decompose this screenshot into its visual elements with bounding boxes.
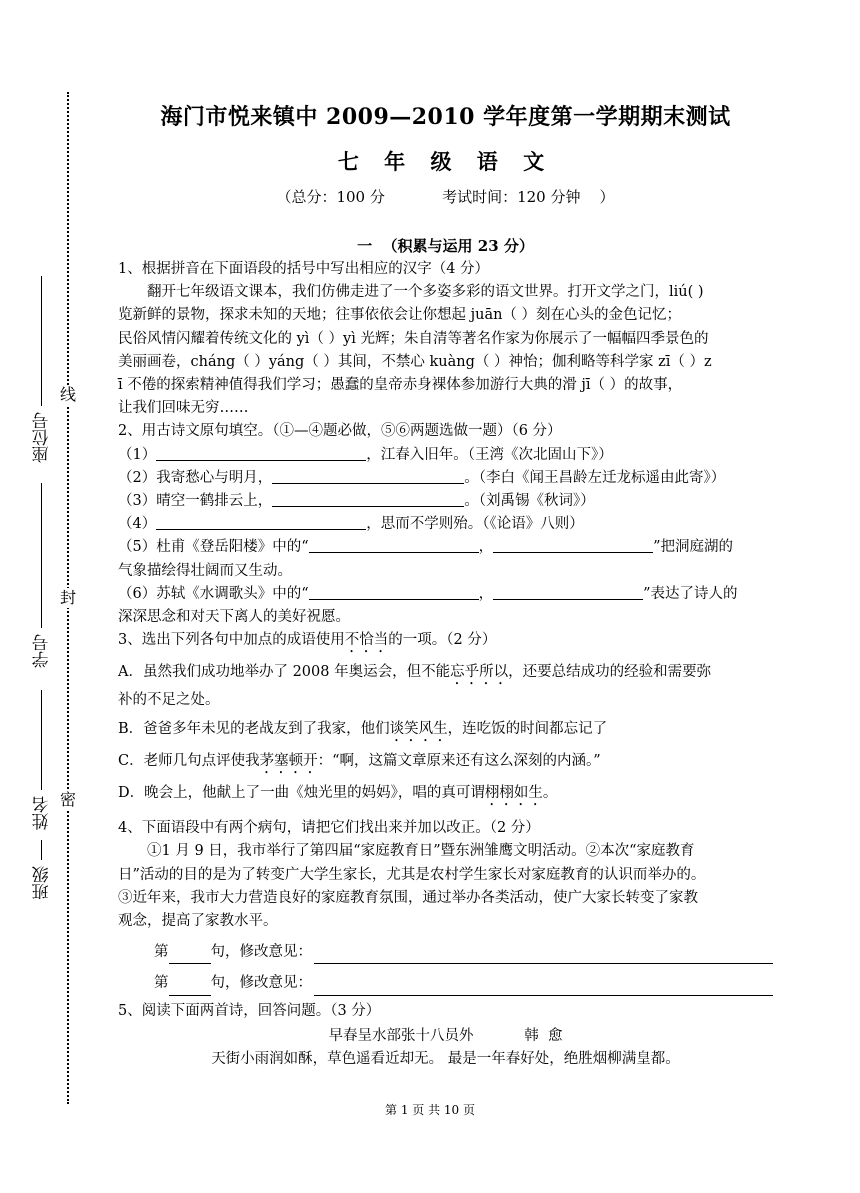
- q2-item-1-blank[interactable]: [156, 445, 366, 461]
- poem-title: 早春呈水部张十八员外 韩 愈: [328, 1027, 563, 1044]
- q2-item-1-pre: （1）: [118, 446, 157, 463]
- q4-line: ③近年来，我市大力营造良好的家庭教育氛围，通过举办各类活动，使广大家长转变了家教: [118, 889, 698, 906]
- q2-heading: 2、用古诗文原句填空。（①—④题必做，⑤⑥两题选做一题）（6 分）: [118, 423, 562, 440]
- q1-heading: 1、根据拼音在下面语段的括号中写出相应的汉字（4 分）: [118, 261, 490, 277]
- student-id-label: 学号: [32, 634, 53, 668]
- q2-item-2-post: 。（李白《闻王昌龄左迁龙标遥由此寄》）: [464, 469, 726, 486]
- q2-item-6-post: ”表达了诗人的: [643, 585, 738, 602]
- name-label: 姓名: [32, 796, 53, 830]
- poem-line: 天街小雨润如酥，草色遥看近却无。 最是一年春好处，绝胜烟柳满皇都。: [211, 1051, 680, 1068]
- q4-line: 观念，提高了家教水平。: [118, 913, 278, 930]
- q3-option-c[interactable]: [118, 749, 773, 777]
- q3-option-c-idiom: 茅塞顿开: [259, 753, 318, 770]
- q2-item-4-post: ，思而不学则殆。（《论语》八则）: [366, 516, 584, 533]
- q2-item-5-mid: ，: [478, 539, 494, 556]
- q3-option-a-idiom: 忘乎所以: [450, 664, 509, 681]
- q2-item-5-cont: 气象描绘得壮阔而又生动。: [118, 562, 292, 579]
- q1-line: 览新鲜的景物，探求未知的天地；往事依依会让你想起 juān（ ）刻在心头的金色记忆；: [118, 307, 682, 324]
- q3-heading: [118, 629, 773, 656]
- seat-number-field: [30, 258, 54, 463]
- q4-sentence-number-blank[interactable]: [169, 948, 211, 964]
- exam-title: 海门市悦来镇中 2009—2010 学年度第一学期期末测试: [160, 104, 731, 130]
- name-field: [30, 680, 54, 830]
- seat-number-line[interactable]: [42, 276, 43, 406]
- q4-answer-label: 句，修改意见：: [210, 975, 312, 992]
- q4-heading: 4、下面语段中有两个病句，请把它们找出来并加以改正。（2 分）: [118, 820, 540, 837]
- q4-sentence-number-blank[interactable]: [169, 980, 211, 996]
- q3-option-b[interactable]: [118, 717, 773, 745]
- q1-line: 翻开七年级语文课本，我们仿佛走进了一个多姿多彩的语文世界。打开文学之门，liú( ): [147, 284, 704, 301]
- q2-item-2-blank[interactable]: [272, 468, 464, 484]
- q3-option-a-rest: ，还要总结成功的经验和需要弥: [508, 664, 712, 681]
- q4-answer-prefix: 第: [154, 975, 169, 992]
- q4-answer-label: 句，修改意见：: [210, 944, 312, 961]
- q2-item-2-pre: （2）我寄愁心与明月，: [118, 469, 273, 486]
- q5-heading: 5、阅读下面两首诗，回答问题。（3 分）: [118, 1002, 381, 1019]
- q3-option-d[interactable]: [118, 781, 773, 809]
- q3-option-b-idiom: 谈笑风生: [389, 721, 448, 738]
- student-id-field: [30, 478, 54, 668]
- q4-answer-row-2: [154, 972, 773, 995]
- section-heading: 一 （积累与运用 23 分）: [357, 237, 534, 255]
- q2-item-4-pre: （4）: [118, 516, 157, 533]
- q2-item-5: [118, 536, 773, 559]
- q1-line: 民俗风情闪耀着传统文化的 yì（ ）yì 光辉；朱自清等著名作家为你展示了一幅幅四季景色的: [118, 330, 709, 347]
- q2-item-3-blank[interactable]: [272, 491, 464, 507]
- q2-item-3: [118, 490, 773, 513]
- q3-option-a[interactable]: [118, 660, 773, 713]
- q3-option-d-idiom: 栩栩如生: [484, 785, 543, 802]
- q3-option-c-text: C．老师几句点评使我: [118, 753, 260, 770]
- q4-revision-blank[interactable]: [314, 949, 773, 964]
- seat-number-label: 座位号: [32, 412, 53, 463]
- exam-subtitle: 七 年 级 语 文: [337, 149, 554, 174]
- q3-option-d-rest: 。: [542, 785, 558, 802]
- q2-item-6-cont: 深深思念和对天下离人的美好祝愿。: [118, 609, 350, 626]
- binding-char-xian: 线: [59, 385, 76, 404]
- q2-item-5-blank-a[interactable]: [309, 537, 479, 553]
- q4-line: 日”活动的目的是为了转变广大学生家长，尤其是农村学生家长对家庭教育的认识而举办的。: [118, 866, 706, 883]
- binding-char-mi: 密: [59, 790, 76, 809]
- q3-option-a-text: A．虽然我们成功地举办了 2008 年奥运会，但不能: [118, 664, 451, 681]
- q4-revision-blank[interactable]: [314, 981, 773, 996]
- class-line[interactable]: [42, 840, 43, 860]
- q3-option-b-rest: ，连吃饭的时间都忘记了: [447, 721, 608, 738]
- q2-item-6-blank-b[interactable]: [493, 584, 643, 600]
- q2-item-4-blank[interactable]: [156, 514, 366, 530]
- q2-item-6: [118, 583, 773, 606]
- q1-line: ī 不倦的探索精神值得我们学习；愚蠢的皇帝赤身裸体参加游行大典的滑 jī（ ）的故事，: [118, 377, 683, 394]
- class-field: [30, 838, 54, 900]
- q3-heading-emphasis: 不恰当: [344, 632, 389, 649]
- q3-heading-post: 的一项。（2 分）: [388, 632, 497, 649]
- q2-item-5-blank-b[interactable]: [493, 537, 653, 553]
- q3-option-d-text: D．晚会上，他献上了一曲《烛光里的妈妈》，唱的真可谓: [118, 785, 485, 802]
- questions: [118, 258, 773, 1071]
- q2-item-5-pre: （5）杜甫《登岳阳楼》中的“: [118, 539, 309, 556]
- class-label: 班级: [32, 866, 53, 900]
- q4-answer-prefix: 第: [154, 944, 169, 961]
- name-line[interactable]: [42, 690, 43, 790]
- page-footer: 第 1 页 共 10 页: [385, 1103, 475, 1117]
- q1-line: 让我们回味无穷……: [118, 400, 249, 417]
- score-and-time: （总分：100 分 考试时间：120 分钟 ）: [276, 188, 615, 206]
- q2-item-6-pre: （6）苏轼《水调歌头》中的“: [118, 585, 309, 602]
- q3-option-a-cont: 补的不足之处。: [118, 692, 220, 709]
- q4-line: ①1 月 9 日，我市举行了第四届“家庭教育日”暨东洲雏鹰文明活动。②本次“家庭教育: [147, 843, 695, 860]
- binding-char-feng: 封: [59, 588, 76, 607]
- q4-answer-row-1: [154, 941, 773, 964]
- q2-item-1: [118, 444, 773, 467]
- q1-line: 美丽画卷，cháng（ ）yáng（ ）其间，不禁心 kuàng（ ）神怡；伽利略等科学家 zī（ ）z: [118, 353, 712, 370]
- q2-item-6-blank-a[interactable]: [309, 584, 479, 600]
- q2-item-3-post: 。（刘禹锡《秋词》）: [464, 493, 595, 510]
- q2-item-1-post: ，江春入旧年。（王湾《次北固山下》）: [366, 446, 613, 463]
- q3-option-c-rest: ：“啊，这篇文章原来还有这么深刻的内涵。”: [317, 753, 601, 770]
- q3-heading-pre: 3、选出下列各句中加点的成语使用: [118, 632, 345, 649]
- q2-item-4: [118, 513, 773, 536]
- q2-item-5-post: ”把洞庭湖的: [653, 539, 734, 556]
- q3-option-b-text: B．爸爸多年未见的老战友到了我家，他们: [118, 721, 390, 738]
- q2-item-3-pre: （3）晴空一鹤排云上，: [118, 493, 273, 510]
- student-id-line[interactable]: [42, 483, 43, 628]
- q2-item-6-mid: ，: [478, 585, 494, 602]
- q2-item-2: [118, 467, 773, 490]
